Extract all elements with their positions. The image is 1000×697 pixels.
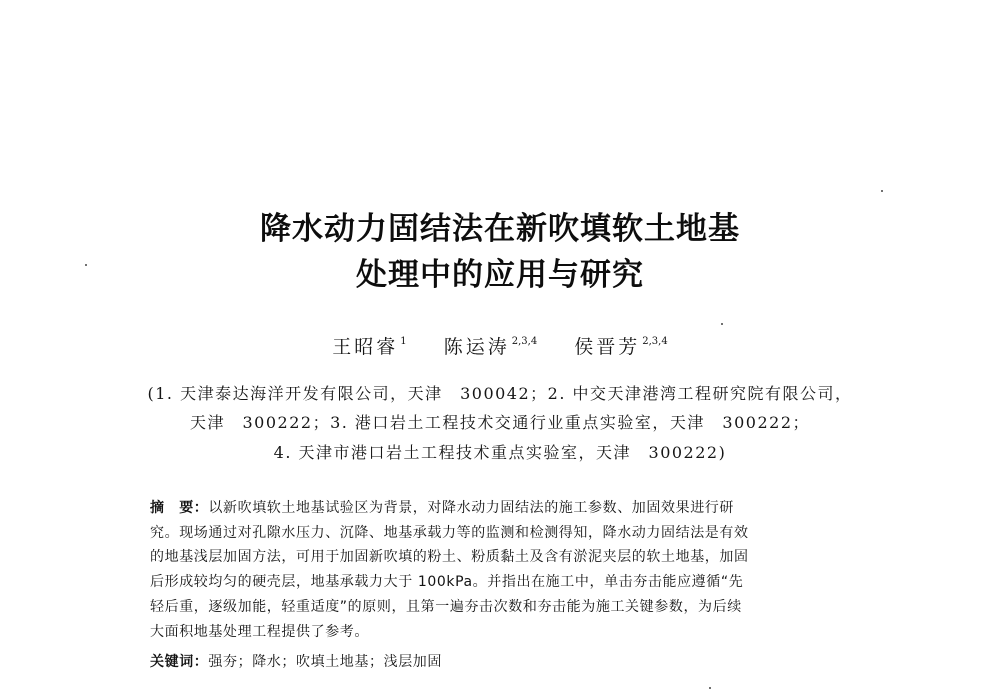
abstract-line-3: 的地基浅层加固方法，可用于加固新吹填的粉土、粉质黏土及含有淤泥夹层的软土地基，加固 <box>150 549 749 565</box>
keywords-text: 强夯；降水；吹填土地基；浅层加固 <box>208 654 443 670</box>
affiliation-line-3: 4. 天津市港口岩土工程技术重点实验室，天津 300222) <box>273 443 727 462</box>
scan-speck <box>85 264 87 266</box>
author-2-name: 陈运涛 <box>443 336 510 358</box>
author-3-affil-ref: 2,3,4 <box>642 336 668 347</box>
abstract-line-2: 究。现场通过对孔隙水压力、沉降、地基承载力等的监测和检测得知，降水动力固结法是有效 <box>150 525 749 541</box>
abstract-line-1 <box>150 497 852 517</box>
keywords-label: 关键词： <box>150 654 209 670</box>
author-2 <box>444 332 537 359</box>
author-1-affil-ref: 1 <box>400 336 407 347</box>
abstract-line-4: 后形成较均匀的硬壳层，地基承载力大于 100kPa。并指出在施工中，单击夯击能应遵循“先 <box>150 574 744 590</box>
affiliation-line-1: (1. 天津泰达海洋开发有限公司，天津 300042；2. 中交天津港湾工程研究院有限公司， <box>147 384 853 403</box>
author-3-name: 侯晋芳 <box>574 336 641 358</box>
scan-speck <box>721 323 723 325</box>
scan-speck <box>709 687 711 689</box>
affiliation-line-2: 天津 300222；3. 港口岩土工程技术交通行业重点实验室，天津 300222； <box>189 413 810 432</box>
author-2-affil-ref: 2,3,4 <box>511 336 538 347</box>
author-1 <box>332 332 406 359</box>
author-list <box>0 332 1000 359</box>
abstract-line-5: 轻后重，逐级加能，轻重适度”的原则，且第一遍夯击次数和夯击能为施工关键参数，为后续 <box>150 599 742 615</box>
keywords-line <box>150 651 852 671</box>
abstract-text-1: 以新吹填软土地基试验区为背景，对降水动力固结法的施工参数、加固效果进行研 <box>208 500 735 516</box>
abstract-line-6: 大面积地基处理工程提供了参考。 <box>150 624 369 640</box>
author-1-name: 王昭睿 <box>332 336 399 358</box>
author-3 <box>574 332 667 359</box>
paper-title-line-2: 处理中的应用与研究 <box>356 257 644 293</box>
abstract-label: 摘 要： <box>150 500 209 516</box>
scan-speck <box>881 190 883 192</box>
paper-title-line-1: 降水动力固结法在新吹填软土地基 <box>260 211 740 247</box>
